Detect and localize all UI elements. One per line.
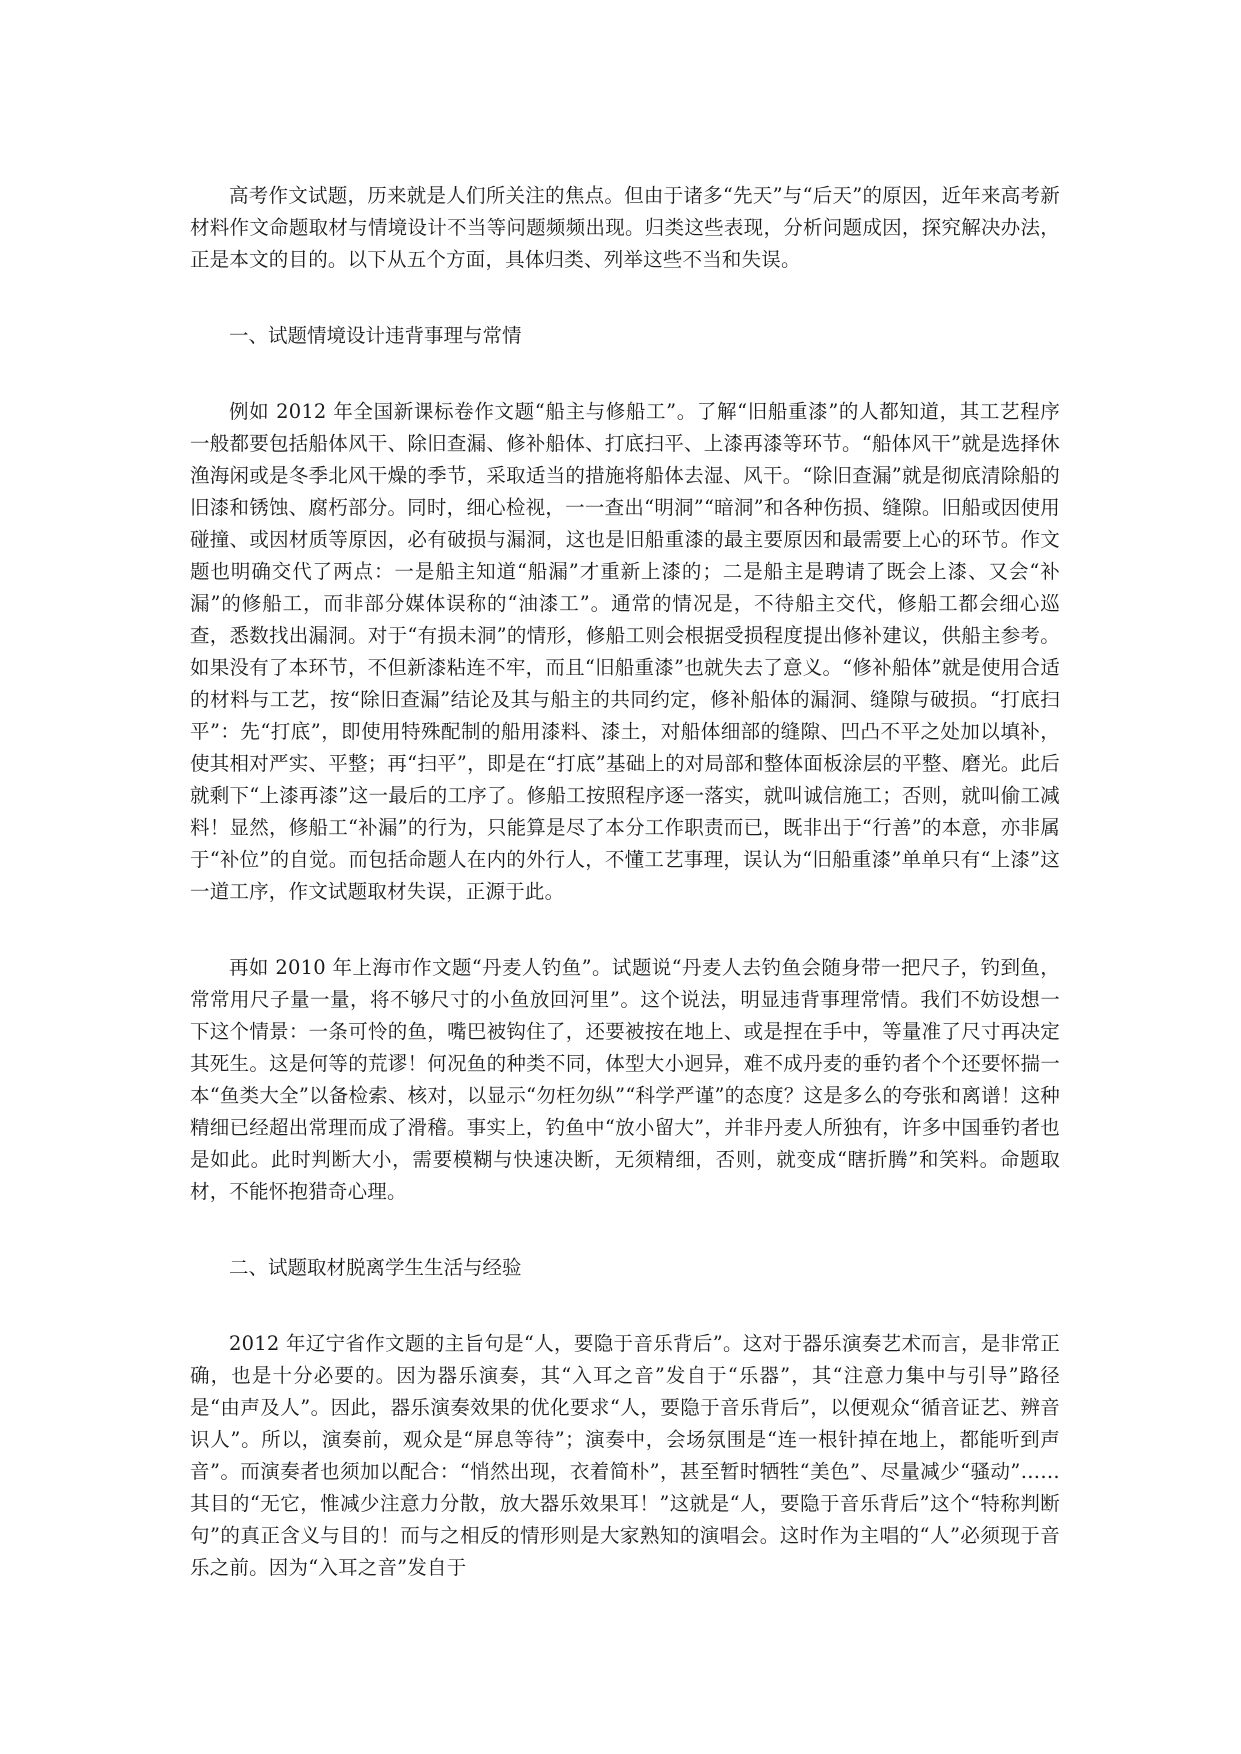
spacer bbox=[190, 1208, 1060, 1252]
section2-paragraph-1: 2012 年辽宁省作文题的主旨句是“人，要隐于音乐背后”。这对于器乐演奏艺术而言，是非常正确，也是十分必要的。因为器乐演奏，其“入耳之音”发自于“乐器”，其“注意力集中与引导”路径是“由声及人”。因此，器乐演奏效果的优化要求“人，要隐于音乐背后”，以便观众“循音证艺、辨音识人”。所以，演奏前，观众是“屏息等待”；演奏中，会场氛围是“连一根针掉在地上，都能听到声音”。而演奏者也须加以配合：“悄然出现，衣着简朴”，甚至暂时牺牲“美色”、尽量减少“骚动”……其目的“无它，惟减少注意力分散，放大器乐效果耳！”这就是“人，要隐于音乐背后”这个“特称判断句”的真正含义与目的！而与之相反的情形则是大家熟知的演唱会。这时作为主唱的“人”必须现于音乐之前。因为“入耳之音”发自于 bbox=[190, 1332, 1060, 1579]
section1-paragraph-1: 例如 2012 年全国新课标卷作文题“船主与修船工”。了解“旧船重漆”的人都知道，其工艺程序一般都要包括船体风干、除旧查漏、修补船体、打底扫平、上漆再漆等环节。“船体风干”就是选择休渔海闲或是冬季北风干燥的季节，采取适当的措施将船体去湿、风干。“除旧查漏”就是彻底清除船的旧漆和锈蚀、腐朽部分。同时，细心检视，一一查出“明洞”“暗洞”和各种伤损、缝隙。旧船或因使用碰撞、或因材质等原因，必有破损与漏洞，这也是旧船重漆的最主要原因和最需要上心的环节。作文题也明确交代了两点：一是船主知道“船漏”才重新上漆的；二是船主是聘请了既会上漆、又会“补漏”的修船工，而非部分媒体误称的“油漆工”。通常的情况是，不待船主交代，修船工都会细心巡查，悉数找出漏洞。对于“有损未洞”的情形，修船工则会根据受损程度提出修补建议，供船主参考。如果没有了本环节，不但新漆粘连不牢，而且“旧船重漆”也就失去了意义。“修补船体”就是使用合适的材料与工艺，按“除旧查漏”结论及其与船主的共同约定，修补船体的漏洞、缝隙与破损。“打底扫平”：先“打底”，即使用特殊配制的船用漆料、漆土，对船体细部的缝隙、凹凸不平之处加以填补，使其相对严实、平整；再“扫平”，即是在“打底”基础上的对局部和整体面板涂层的平整、磨光。此后就剩下“上漆再漆”这一最后的工序了。修船工按照程序逐一落实，就叫诚信施工；否则，就叫偷工减料！显然，修船工“补漏”的行为，只能算是尽了本分工作职责而已，既非出于“行善”的本意，亦非属于“补位”的自觉。而包括命题人在内的外行人，不懂工艺事理，误认为“旧船重漆”单单只有“上漆”这一道工序，作文试题取材失误，正源于此。 bbox=[190, 400, 1060, 903]
section-heading-2: 二、试题取材脱离学生生活与经验 bbox=[229, 1256, 522, 1279]
section1-paragraph-2: 再如 2010 年上海市作文题“丹麦人钓鱼”。试题说“丹麦人去钓鱼会随身带一把尺子，钓到鱼，常常用尺子量一量，将不够尺寸的小鱼放回河里”。这个说法，明显违背事理常情。我们不妨设想一下这个情景：一条可怜的鱼，嘴巴被钩住了，还要被按在地上、或是捏在手中，等量准了尺寸再决定其死生。这是何等的荒谬！何况鱼的种类不同，体型大小迥异，难不成丹麦的垂钓者个个还要怀揣一本“鱼类大全”以备检索、核对，以显示“勿枉勿纵”“科学严谨”的态度？这是多么的夸张和离谱！这种精细已经超出常理而成了滑稽。事实上，钓鱼中“放小留大”，并非丹麦人所独有，许多中国垂钓者也是如此。此时判断大小，需要模糊与快速决断，无须精细，否则，就变成“瞎折腾”和笑料。命题取材，不能怀抱猎奇心理。 bbox=[190, 956, 1060, 1203]
document-page bbox=[190, 180, 1060, 1584]
spacer bbox=[190, 1284, 1060, 1328]
section-heading-1: 一、试题情境设计违背事理与常情 bbox=[229, 324, 522, 347]
spacer bbox=[190, 352, 1060, 396]
spacer bbox=[190, 276, 1060, 320]
intro-paragraph: 高考作文试题，历来就是人们所关注的焦点。但由于诸多“先天”与“后天”的原因，近年来高考新材料作文命题取材与情境设计不当等问题频频出现。归类这些表现，分析问题成因，探究解决办法，正是本文的目的。以下从五个方面，具体归类、列举这些不当和失误。 bbox=[190, 184, 1060, 271]
spacer bbox=[190, 908, 1060, 952]
